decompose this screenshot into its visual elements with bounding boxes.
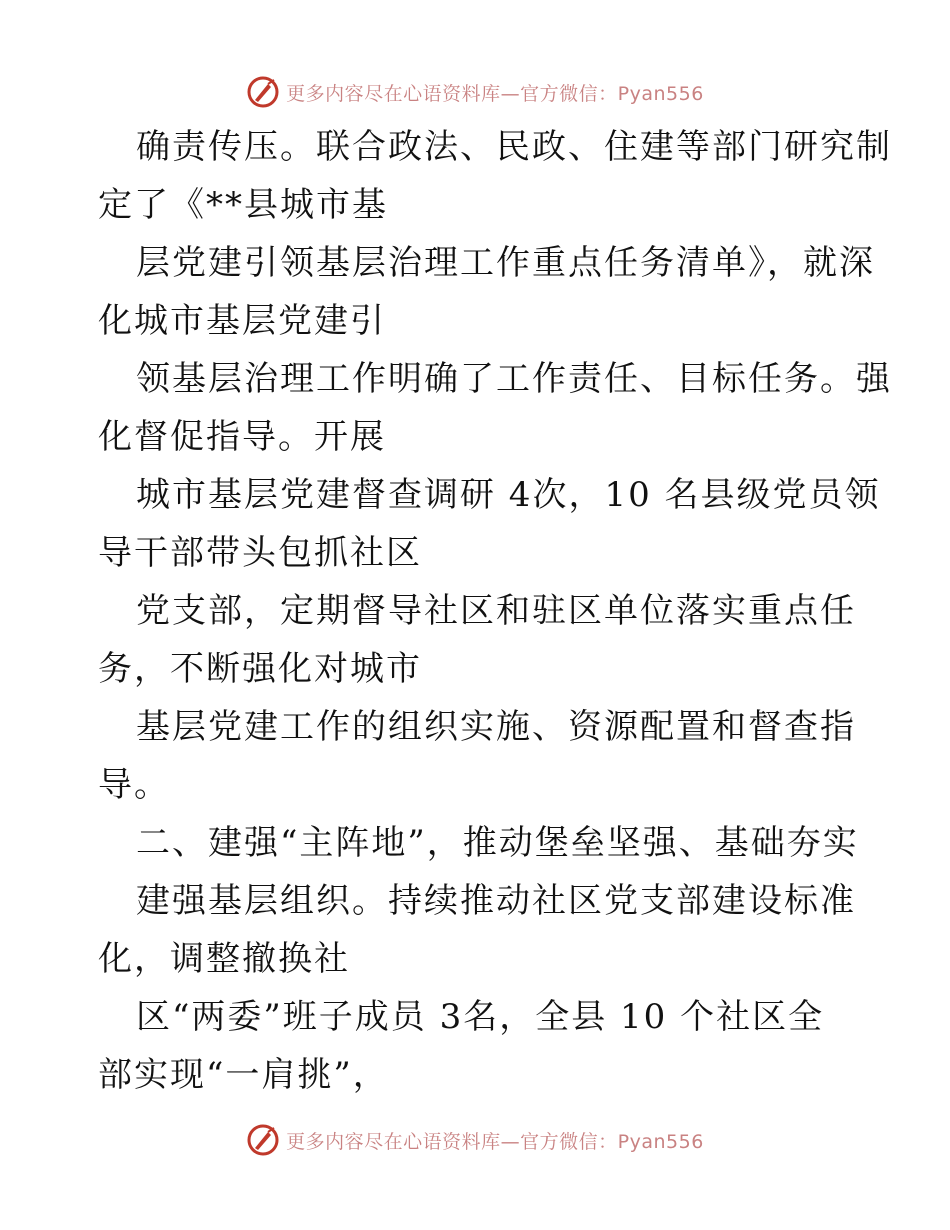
quill-logo-icon [246,1123,280,1157]
text-line: 定了《**县城市基 [98,185,388,225]
text-line: 党支部，定期督导社区和驻区单位落实重点任 [136,591,856,631]
text-line: 确责传压。联合政法、民政、住建等部门研究制 [136,127,892,167]
text-line: 建强基层组织。持续推动社区党支部建设标准 [136,881,856,921]
header-watermark [0,70,950,114]
text-line: 化，调整撤换社 [98,939,350,979]
text-line: 导。 [98,765,170,805]
header-watermark-text: 更多内容尽在心语资料库—官方微信：Pyan556 [286,82,704,105]
footer-watermark-text: 更多内容尽在心语资料库—官方微信：Pyan556 [286,1130,704,1153]
section-heading: 二、建强“主阵地”，推动堡垒坚强、基础夯实 [136,823,859,863]
quill-logo-icon [246,75,280,109]
text-line: 化城市基层党建引 [98,301,386,341]
text-line: 层党建引领基层治理工作重点任务清单》，就深 [136,243,875,283]
text-line: 务，不断强化对城市 [98,649,422,689]
text-line: 区“两委”班子成员 3名，全县 10 个社区全 [136,997,825,1037]
footer-watermark [0,1118,950,1162]
text-line: 基层党建工作的组织实施、资源配置和督查指 [136,707,856,747]
document-body [98,118,892,1104]
text-line: 导干部带头包抓社区 [98,533,422,573]
text-line: 领基层治理工作明确了工作责任、目标任务。强 [136,359,892,399]
text-line: 化督促指导。开展 [98,417,386,457]
text-line: 部实现“一肩挑”， [98,1055,389,1095]
text-line: 城市基层党建督查调研 4次，10 名县级党员领 [136,475,881,515]
